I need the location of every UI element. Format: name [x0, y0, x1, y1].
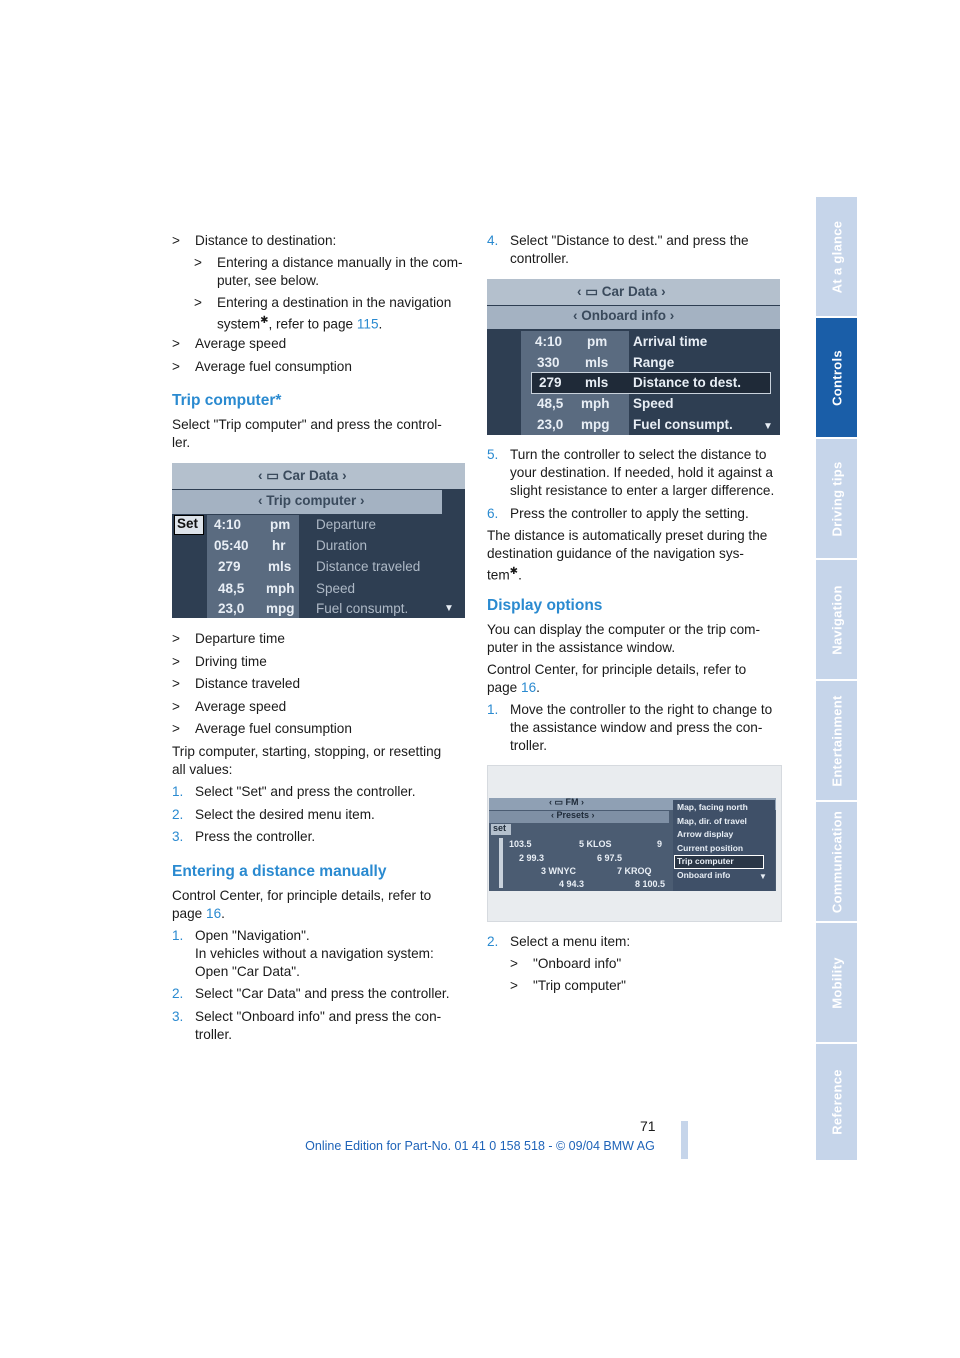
- page-link-115[interactable]: 115: [356, 316, 379, 332]
- scroll-down-icon: ▼: [759, 872, 767, 881]
- side-tab-navigation[interactable]: Navigation: [816, 560, 857, 679]
- paragraph: Control Center, for principle details, refer to page 16.: [172, 888, 432, 921]
- heading-trip-computer: Trip computer*: [172, 392, 282, 409]
- monitor-icon: ▭: [585, 284, 599, 299]
- monitor-icon: ▭: [266, 468, 280, 483]
- paragraph: Trip computer, starting, stopping, or resetting all values:: [172, 744, 442, 777]
- paragraph: The distance is automatically preset during the destination guidance of the navigation sys- tem✱.: [487, 528, 768, 583]
- side-tab-reference[interactable]: Reference: [816, 1044, 857, 1160]
- side-tab-driving-tips[interactable]: Driving tips: [816, 439, 857, 558]
- side-tab-controls[interactable]: Controls: [816, 318, 857, 437]
- screen-trip-computer: ‹ ▭ Car Data › ‹ Trip computer › Set 4:10 pm Departure 05:40 hr Duration 279 mls Distance traveled 48,5 mph Speed 23,0 mpg Fuel consumpt. ▼: [172, 463, 465, 618]
- page-link-16[interactable]: 16: [521, 680, 537, 695]
- side-tab-communication[interactable]: Communication: [816, 802, 857, 921]
- footer: Online Edition for Part-No. 01 41 0 158 518 - © 09/04 BMW AG: [305, 1139, 655, 1153]
- heading-entering-distance: Entering a distance manually: [172, 863, 387, 880]
- heading-display-options: Display options: [487, 597, 603, 614]
- page-number: 71: [640, 1118, 656, 1134]
- side-tab-at-a-glance[interactable]: At a glance: [816, 197, 857, 316]
- scroll-down-icon: ▼: [444, 603, 454, 614]
- paragraph: Control Center, for principle details, refer to page 16.: [487, 662, 747, 695]
- paragraph: You can display the computer or the trip com- puter in the assistance window.: [487, 622, 761, 655]
- set-button[interactable]: Set: [174, 515, 204, 535]
- side-tab-mobility[interactable]: Mobility: [816, 923, 857, 1042]
- page-link-16[interactable]: 16: [206, 906, 222, 921]
- side-tab-entertainment[interactable]: Entertainment: [816, 681, 857, 800]
- screen-onboard-info: ‹ ▭ Car Data › ‹ Onboard info › 4:10 pm Arrival time 330 mls Range 279 mls Distance to dest. 48,5 mph Speed 23,0 mpg Fuel consumpt. ▼: [487, 279, 780, 435]
- scroll-down-icon: ▼: [763, 421, 773, 432]
- paragraph: Select "Trip computer" and press the control- ler.: [172, 417, 442, 450]
- screen-assistance-window: ‹ ▭ FM › ‹ Presets › set 103.5 5 KLOS 9 2 99.3 6 97.5 3 WNYC 7 KROQ 4 94.3 8 100.5 Map, facing north Map, dir. of travel Arrow display Current position Trip computer Onboard info ▼: [489, 798, 776, 891]
